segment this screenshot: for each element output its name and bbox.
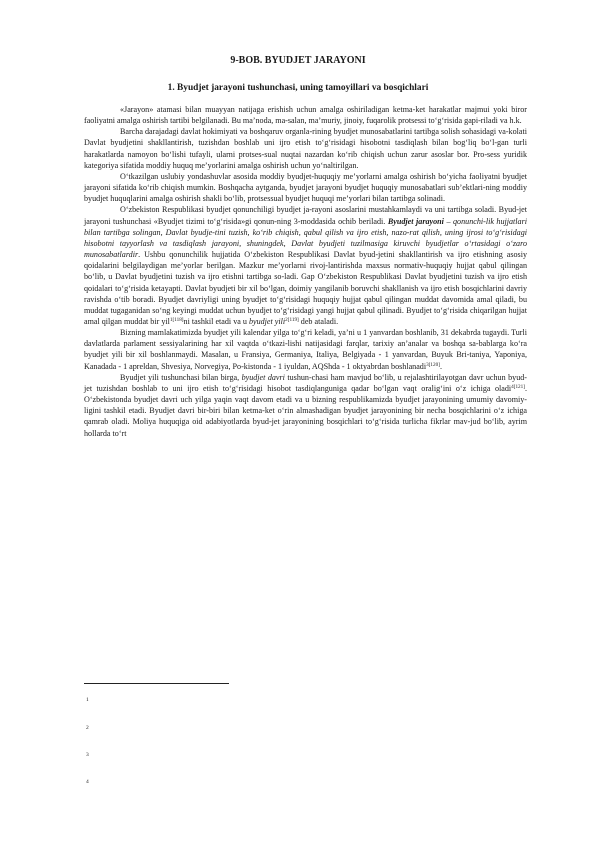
footnote-ref-4[interactable]: 4[121]	[511, 383, 525, 390]
footnote-number-2: 2	[86, 725, 89, 731]
footnote-number-4: 4	[86, 779, 89, 785]
paragraph-5-end: .	[439, 361, 442, 371]
paragraph-4-text-c: ni tashkil etadi va u	[183, 316, 247, 326]
paragraph-3: O‘tkazilgan uslubiy yondashuvlar asosida moddiy byudjet-huquqiy me’yorlarni amalga oshirish bo‘yicha faoliyatni byudjet jarayoni sifatida ko‘rib chiqish mumkin. Boshqacha aytganda, byudjet jarayoni byudjet huquqiy munosabatlari sub’ektlari-ning moddiy byudjet huquqlarini amalga oshirish shakli bo‘lib, protsessual byudjet huquqi me’yorlari bilan tartibga solinadi.	[84, 171, 527, 204]
paragraph-4	[84, 204, 527, 327]
chapter-title: 9-BOB. BYUDJET JARAYONI	[230, 55, 366, 66]
paragraph-4-text-b: . Ushbu qonunchilik hujjatida O‘zbekiston Respublikasi Davlat byud-jetini shakllantirish va ijro etishning asosiy qoidalarini belgilaydigan me’yorlar berilgan. Mazkur me’yorlarni rivoj-lantirishda maxsus normativ-huquqiy hujjat qabul qilingan bo‘lib, u Davlat byudjetini tuzish va ijro etishni tartibga so-ladi. Gap O‘zbekiston Respublikasi Davlat byudjetini tuzish va ijro etish qoidalari to‘g‘risida ketayapti. Davlat byudjeti bir xil bo‘lgan, doimiy yangilanib boruvchi shakllanish va ijro etish bosqichlarini davriy ravishda o‘tib boradi. Byudjet davriyligi uning byudjet to‘g‘risidagi huquqiy hujjat qabul qilingan muddat davomida amal qiladi, bu muddat tugaganidan so‘ng keyingi muddat uchun byudjet to‘g‘risidagi yangi hujjat qabul qilinadi. Byudjet to‘g‘risida chiqarilgan hujjat amal qilgan muddat bir yil	[84, 250, 527, 326]
footnote-ref-1[interactable]: 1[118]	[169, 316, 184, 323]
definition-byudjet-jarayoni: – qonunchi-lik hujjatlari bilan tartibga solingan, Davlat byudje-tini tuzish, ko‘rib chiqish, qabul qilish va ijro etish, nazo-rat qilish, uning ijrosi to‘g‘risidagi hisobotni tayyorlash va tasdiqlash jarayoni, shuningdek, Davlat byudjeti tuzilmasiga kiruvchi byudjetlar o‘rtasidagi o‘zaro munosabatlardir	[84, 216, 528, 260]
footnote-ref-3[interactable]: 3[120]	[426, 361, 440, 368]
paragraph-5-text: Bizning mamlakatimizda byudjet yili kalendar yilga to‘g‘ri keladi, ya’ni u 1 yanvardan boshlanib, 31 dekabrda tugaydi. Turli davlatlarda parlament sessiyalarining har xil vaqtda o‘tkazi-lishi natijasidagi farqlar, tarixiy an’analar va boshqa sa-bablarga ko‘ra byudjet yili bir xil boshlanmaydi. Masalan, u Fransiya, Germaniya, Italiya, Belgiyada - 1 yanvardan, Buyuk Bri-taniya, Yaponiya, Kanadada - 1 apreldan, Shvesiya, Norvegiya, Po-kistonda - 1 iyuldan, AQShda - 1 oktyabrdan boshlanadi	[84, 328, 527, 371]
paragraph-6-text-c: . O‘zbekistonda byudjet davri uch yilga yaqin vaqt davom etadi va u bizning respublikamizda byudjet jarayonining umumiy davomiy-ligini tashkil etadi. Byudjet davri bir-biri bilan ketma-ket o‘rin almashadigan byudjet jarayonining bir necha bosqichlarini o‘z ichiga qamrab oladi. Moliya huquqiga oid adabiyotlarda byud-jet jarayonining bosqichlari to‘g‘risida turlicha fikrlar mav-jud bo‘lib, ayrim hollarda to‘rt	[84, 383, 527, 438]
paragraph-1: «Jarayon» atamasi bilan muayyan natijaga erishish uchun amalga oshiriladigan ketma-ket harakatlar majmui yoki biror faoliyatni amalga oshirish tartibi belgilanadi. Bu ma’noda, ma-salan, ma’muriy, jinoiy, fuqarolik protsessi to‘g‘risida gapi-riladi va h.k.	[84, 105, 527, 126]
section-title: 1. Byudjet jarayoni tushunchasi, uning tamoyillari va bosqichlari	[167, 83, 429, 93]
paragraph-2: Barcha darajadagi davlat hokimiyati va boshqaruv organla-rining byudjet munosabatlarini tartibga solish sohasidagi va-kolati Davlat byudjetini shakllantirish, tuzishdan boshlab uni ijro etish to‘g‘risidagi hisobotni tasdiqlash bilan bog‘liq bo‘l-gan turli harakatlarda namoyon bo‘lishi tufayli, ularni protses-sual nuqtai nazardan ko‘rib chiqish uchun zarur asoslar bor. Pro-sess yuridik kategoriya sifatida moddiy huquq me’yorlarini amalga oshirish uchun yo‘naltirilgan.	[84, 127, 527, 170]
paragraph-6-text-b: tushun-chasi ham mavjud bo‘lib, u rejalashtirilayotgan davr uchun byud-jet tuzishdan boshlab to uni ijro etish to‘g‘risidagi hisobot tasdiqlanguniga qadar bo‘lgan vaqt oralig‘ini o‘z ichiga oladi	[84, 372, 527, 393]
paragraph-4-text-d: deb ataladi.	[300, 316, 339, 326]
paragraph-5	[84, 327, 527, 372]
term-byudjet-jarayoni: Byudjet jarayoni	[387, 216, 444, 226]
paragraph-6-text-a: Byudjet yili tushunchasi bilan birga,	[120, 372, 240, 382]
footnote-ref-2[interactable]: 2[119]	[285, 316, 299, 323]
body-text	[84, 104, 527, 439]
paragraph-4-text-a: O‘zbekiston Respublikasi byudjet qonunchiligi byudjet ja-rayoni asoslarini mustahkamlaydi va uni tartibga soladi. Byud-jet jarayoni tushunchasi «Byudjet tizimi to‘g‘risida»gi qonun-ning 3-moddasida ochib beriladi.	[84, 205, 527, 226]
paragraph-6	[84, 372, 527, 439]
footnote-number-1: 1	[86, 697, 89, 703]
term-byudjet-davri: byudjet davri	[241, 372, 285, 382]
footnote-number-3: 3	[86, 752, 89, 758]
footnote-separator	[84, 683, 229, 684]
term-byudjet-yili: byudjet yili	[248, 316, 286, 326]
